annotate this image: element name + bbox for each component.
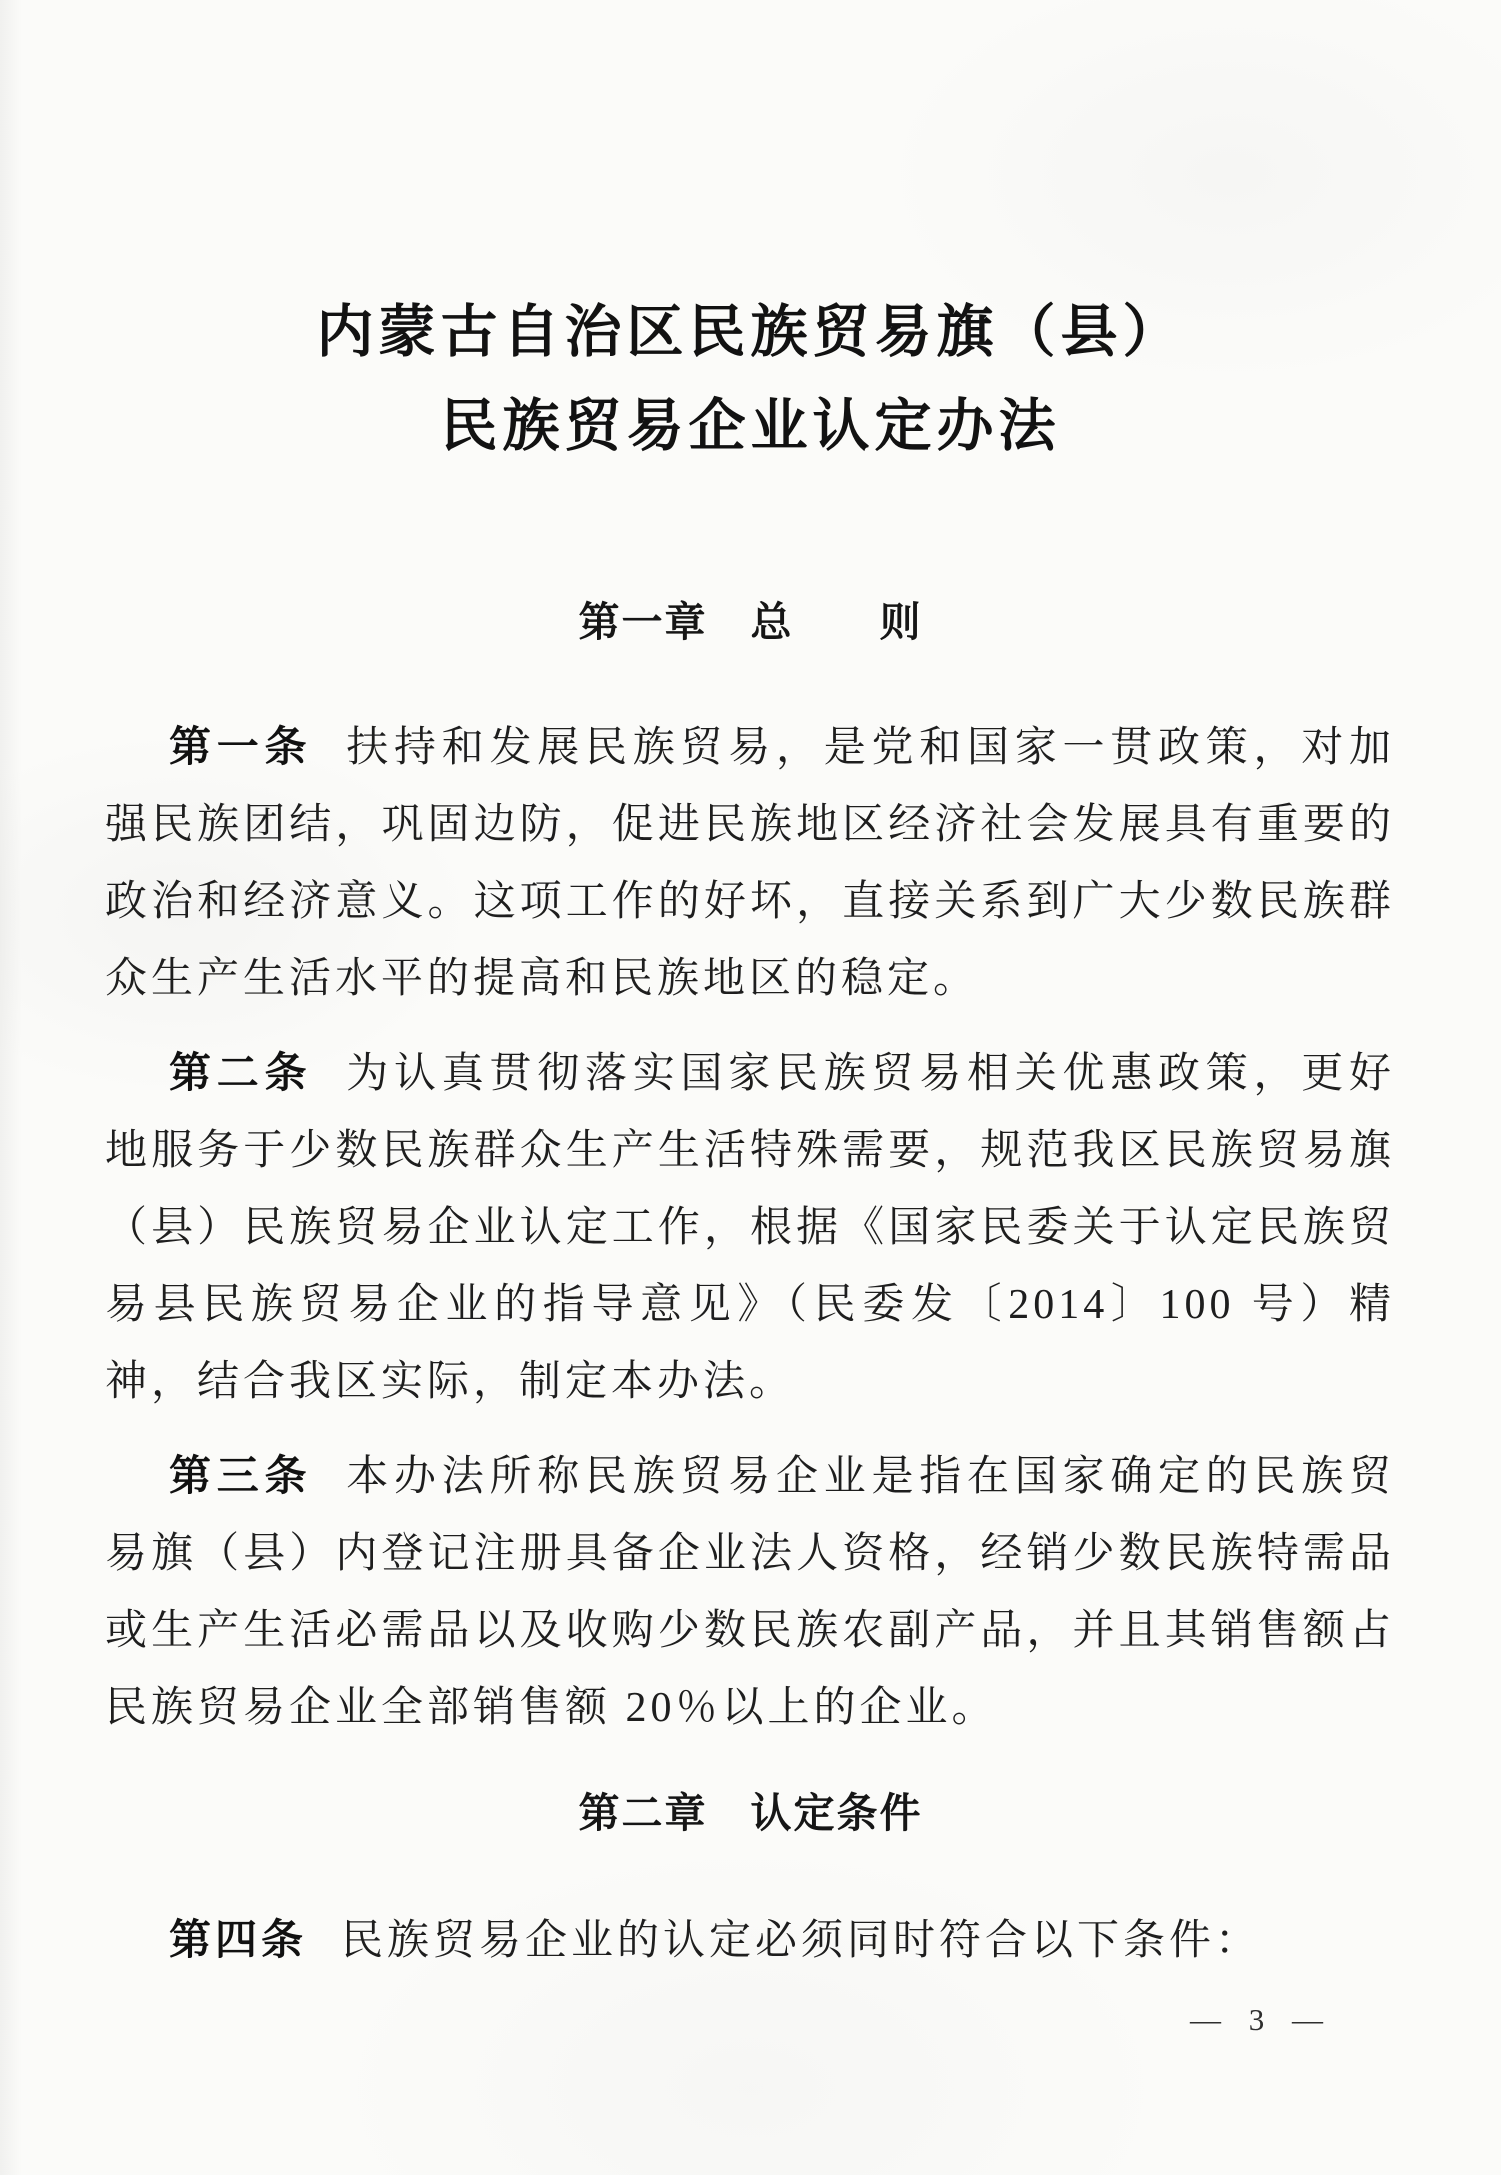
article-1-label: 第一条 — [169, 723, 313, 770]
article-2 — [105, 1034, 1395, 1421]
article-3-text: 本办法所称民族贸易企业是指在国家确定的民族贸易旗（县）内登记注册具备企业法人资格，经销少数民族特需品或生产生活必需品以及收购少数民族农副产品，并且其销售额占民族贸易企业全部销售额 20％以上的企业。 — [105, 1454, 1395, 1731]
article-1-text: 扶持和发展民族贸易，是党和国家一贯政策，对加强民族团结，巩固边防，促进民族地区经济社会发展具有重要的政治和经济意义。这项工作的好坏，直接关系到广大少数民族群众生产生活水平的提高和民族地区的稳定。 — [105, 725, 1395, 1002]
article-4 — [105, 1901, 1395, 1980]
document-title-line-1: 内蒙古自治区民族贸易旗（县） — [316, 301, 1185, 364]
chapter-2-heading: 第二章 认定条件 — [578, 1790, 923, 1836]
document-title — [105, 286, 1396, 474]
article-3-label: 第三条 — [169, 1452, 313, 1499]
article-2-text: 为认真贯彻落实国家民族贸易相关优惠政策，更好地服务于少数民族群众生产生活特殊需要，规范我区民族贸易旗（县）民族贸易企业认定工作，根据《国家民委关于认定民族贸易县民族贸易企业的指导意见》（民委发〔2014〕100 号）精神，结合我区实际，制定本办法。 — [105, 1051, 1395, 1405]
page-number: — 3 — — [1190, 2002, 1333, 2037]
article-1 — [105, 708, 1395, 1018]
chapter-1-heading: 第一章 总 则 — [578, 599, 923, 645]
article-2-label: 第二条 — [169, 1049, 313, 1096]
document-title-line-2: 民族贸易企业认定办法 — [440, 395, 1061, 458]
article-3 — [105, 1437, 1395, 1747]
article-4-text: 民族贸易企业的认定必须同时符合以下条件： — [341, 1918, 1262, 1964]
article-4-label: 第四条 — [169, 1916, 308, 1963]
